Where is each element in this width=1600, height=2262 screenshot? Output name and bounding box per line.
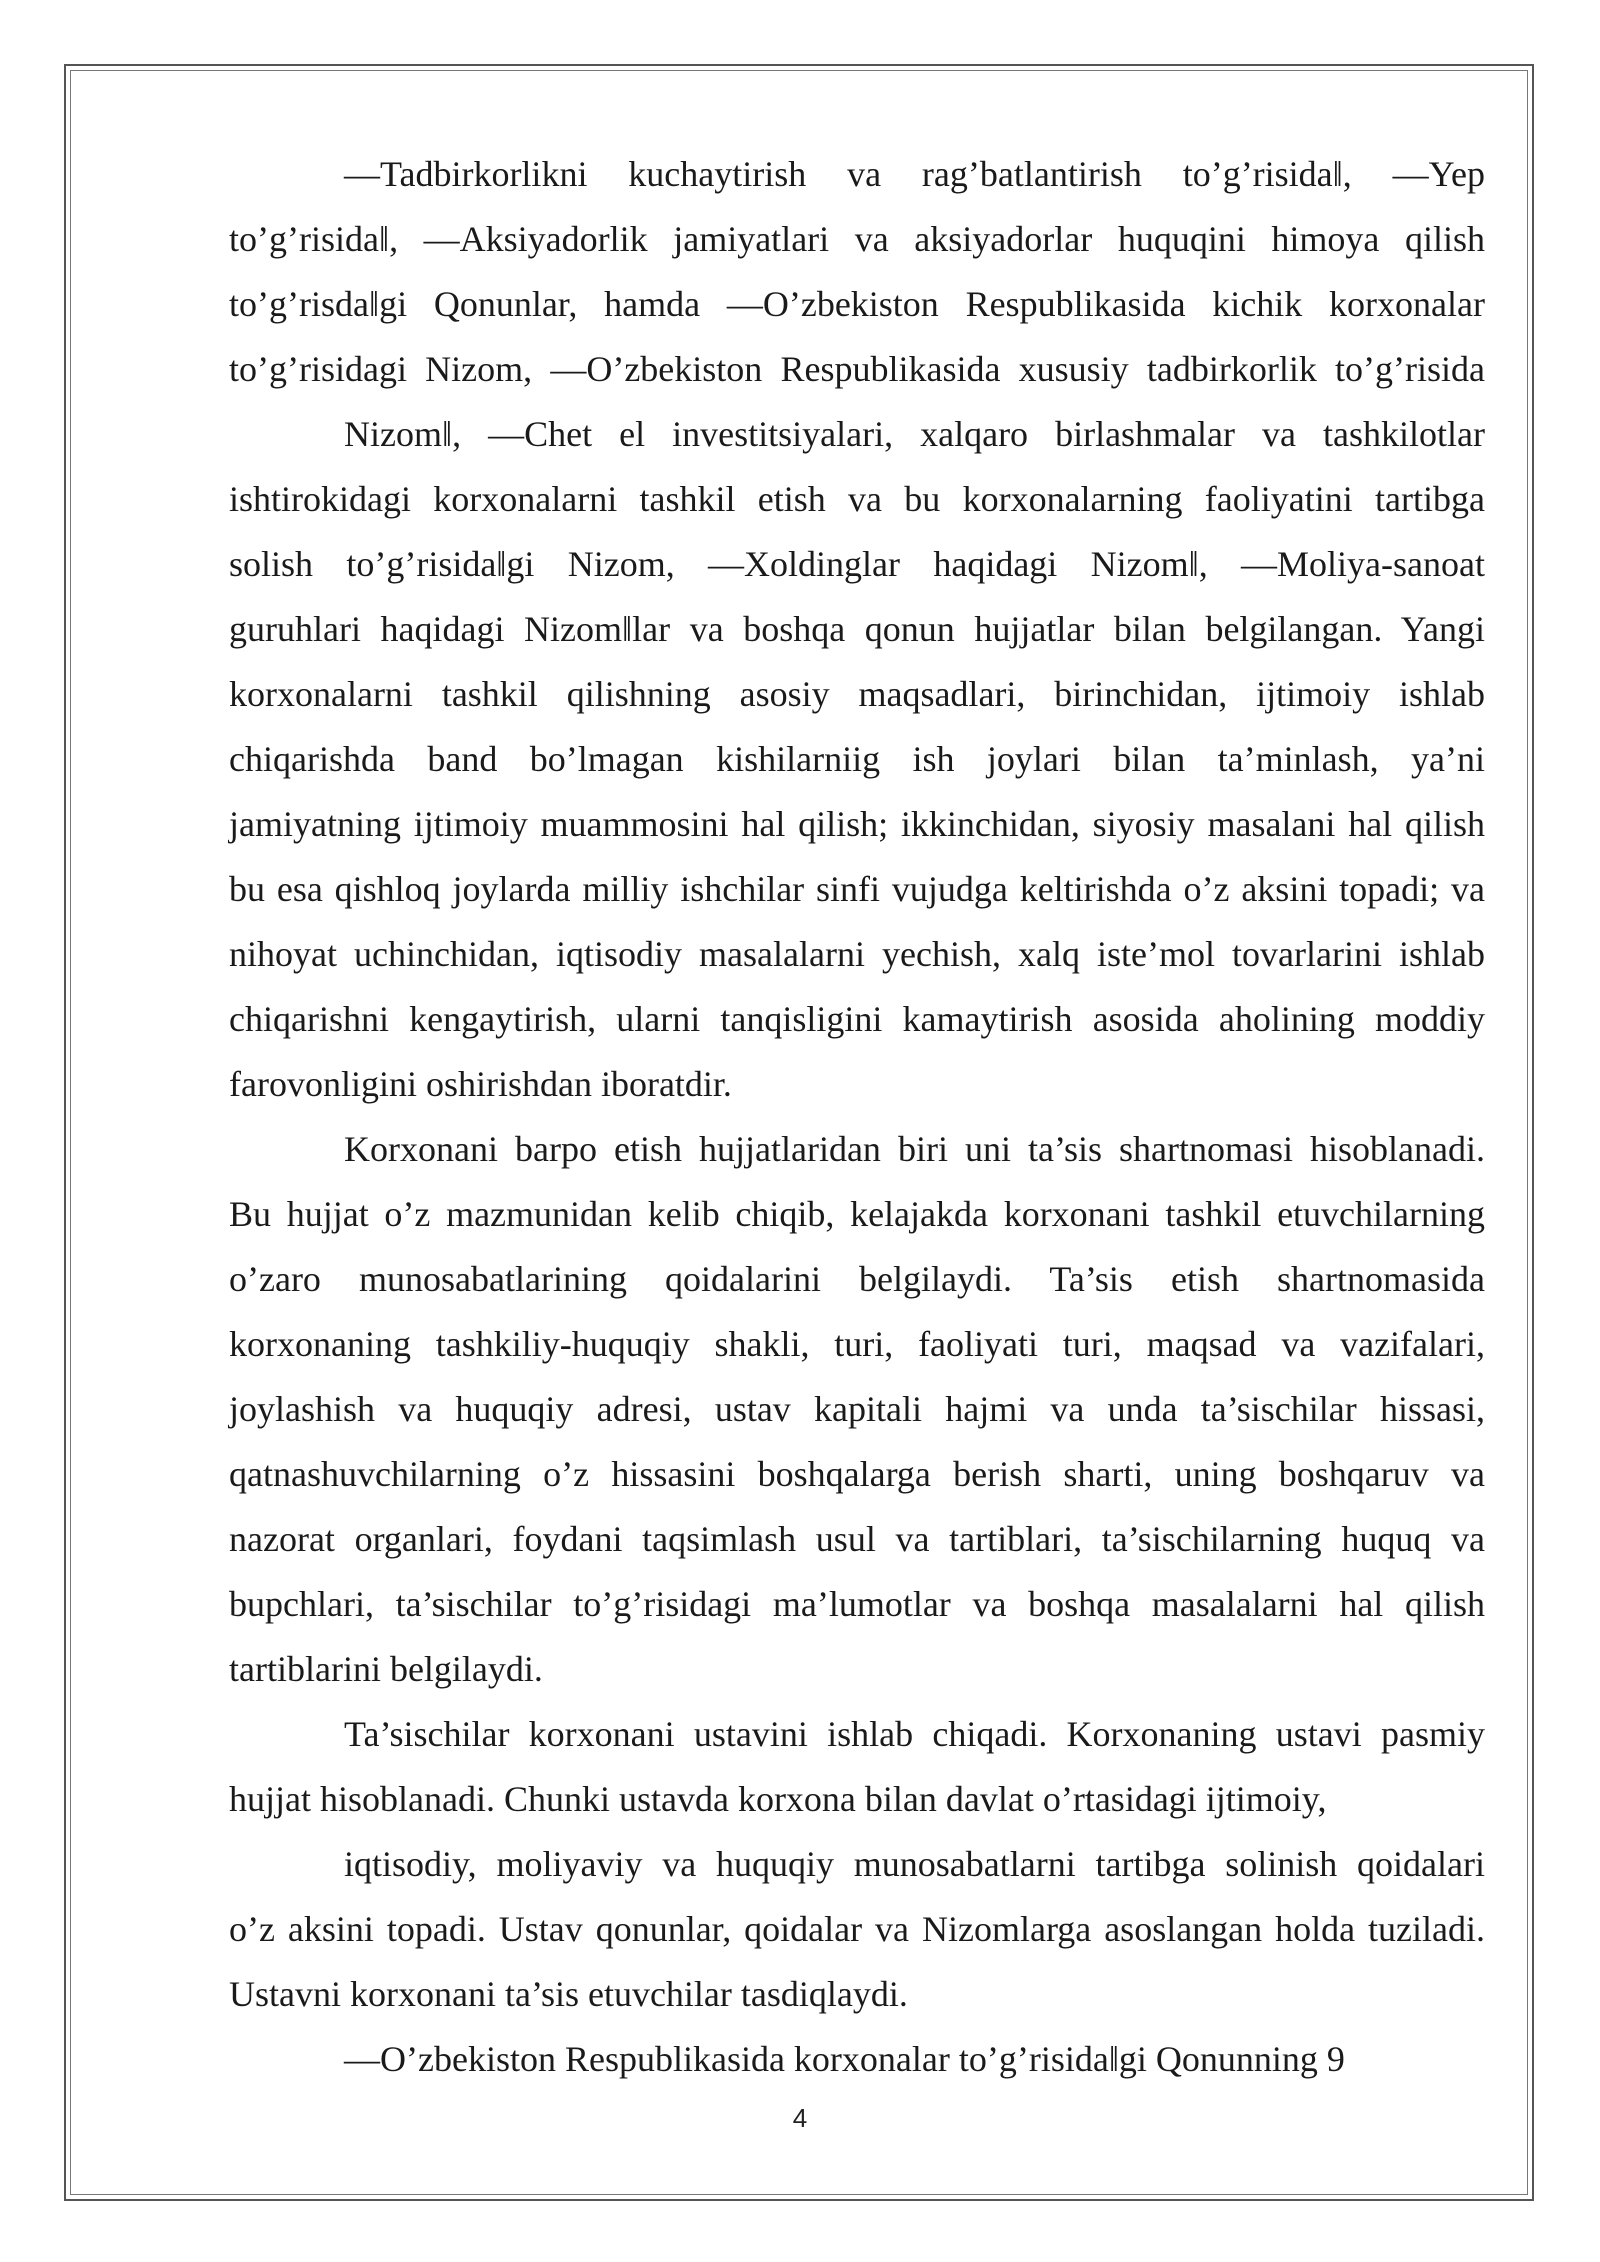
- text-line: chiqarishni kengaytirish, ularni tanqisligini kamaytirish asosida aholining moddiy: [229, 999, 1485, 1039]
- text-line: Nizom‖, ―Chet el investitsiyalari, xalqaro birlashmalar va tashkilotlar: [344, 414, 1485, 454]
- document-body: [229, 142, 1485, 2092]
- text-line: tartiblarini belgilaydi.: [229, 1649, 543, 1689]
- text-line: korxonalarni tashkil qilishning asosiy maqsadlari, birinchidan, ijtimoiy ishlab: [229, 674, 1485, 714]
- text-line: farovonligini oshirishdan iboratdir.: [229, 1064, 732, 1104]
- text-line: jamiyatning ijtimoiy muammosini hal qilish; ikkinchidan, siyosiy masalani hal qilish: [229, 804, 1485, 844]
- text-line: solish to’g’risida‖gi Nizom, ―Xoldinglar haqidagi Nizom‖, ―Moliya-sanoat: [229, 544, 1485, 584]
- text-line: iqtisodiy, moliyaviy va huquqiy munosabatlarni tartibga solinish qoidalari: [344, 1844, 1485, 1884]
- text-line: qatnashuvchilarning o’z hissasini boshqalarga berish sharti, uning boshqaruv va: [229, 1454, 1485, 1494]
- text-line: hujjat hisoblanadi. Chunki ustavda korxona bilan davlat o’rtasidagi ijtimoiy,: [229, 1779, 1327, 1819]
- text-line: o’zaro munosabatlarining qoidalarini belgilaydi. Ta’sis etish shartnomasida: [229, 1259, 1485, 1299]
- text-line: ―Tadbirkorlikni kuchaytirish va rag’batlantirish to’g’risida‖, ―Yep: [344, 154, 1485, 194]
- text-line: to’g’risidagi Nizom, ―O’zbekiston Respublikasida xususiy tadbirkorlik to’g’risida: [229, 349, 1485, 389]
- text-line: guruhlari haqidagi Nizom‖lar va boshqa qonun hujjatlar bilan belgilangan. Yangi: [229, 609, 1485, 649]
- text-line: to’g’risda‖gi Qonunlar, hamda ―O’zbekiston Respublikasida kichik korxonalar: [229, 284, 1485, 324]
- text-line: nazorat organlari, foydani taqsimlash usul va tartiblari, ta’sischilarning huquq va: [229, 1519, 1485, 1559]
- text-line: nihoyat uchinchidan, iqtisodiy masalalarni yechish, xalq iste’mol tovarlarini ishlab: [229, 934, 1485, 974]
- page-number: 4: [792, 2103, 808, 2133]
- text-line: korxonaning tashkiliy-huquqiy shakli, turi, faoliyati turi, maqsad va vazifalari,: [229, 1324, 1485, 1364]
- text-line: joylashish va huquqiy adresi, ustav kapitali hajmi va unda ta’sischilar hissasi,: [229, 1389, 1485, 1429]
- text-line: Ustavni korxonani ta’sis etuvchilar tasdiqlaydi.: [229, 1974, 908, 2014]
- text-line: bu esa qishloq joylarda milliy ishchilar sinfi vujudga keltirishda o’z aksini topadi; va: [229, 869, 1485, 909]
- text-line: ―O’zbekiston Respublikasida korxonalar to’g’risida‖gi Qonunning 9: [344, 2039, 1345, 2079]
- text-line: Ta’sischilar korxonani ustavini ishlab chiqadi. Korxonaning ustavi pasmiy: [344, 1714, 1485, 1754]
- text-line: bupchlari, ta’sischilar to’g’risidagi ma’lumotlar va boshqa masalalarni hal qilish: [229, 1584, 1485, 1624]
- text-line: o’z aksini topadi. Ustav qonunlar, qoidalar va Nizomlarga asoslangan holda tuziladi.: [229, 1909, 1485, 1949]
- text-line: Korxonani barpo etish hujjatlaridan biri uni ta’sis shartnomasi hisoblanadi.: [344, 1129, 1485, 1169]
- text-line: chiqarishda band bo’lmagan kishilarniig ish joylari bilan ta’minlash, ya’ni: [229, 739, 1485, 779]
- text-line: Bu hujjat o’z mazmunidan kelib chiqib, kelajakda korxonani tashkil etuvchilarning: [229, 1194, 1485, 1234]
- text-line: ishtirokidagi korxonalarni tashkil etish va bu korxonalarning faoliyatini tartibga: [229, 479, 1485, 519]
- text-line: to’g’risida‖, ―Aksiyadorlik jamiyatlari va aksiyadorlar huquqini himoya qilish: [229, 219, 1485, 259]
